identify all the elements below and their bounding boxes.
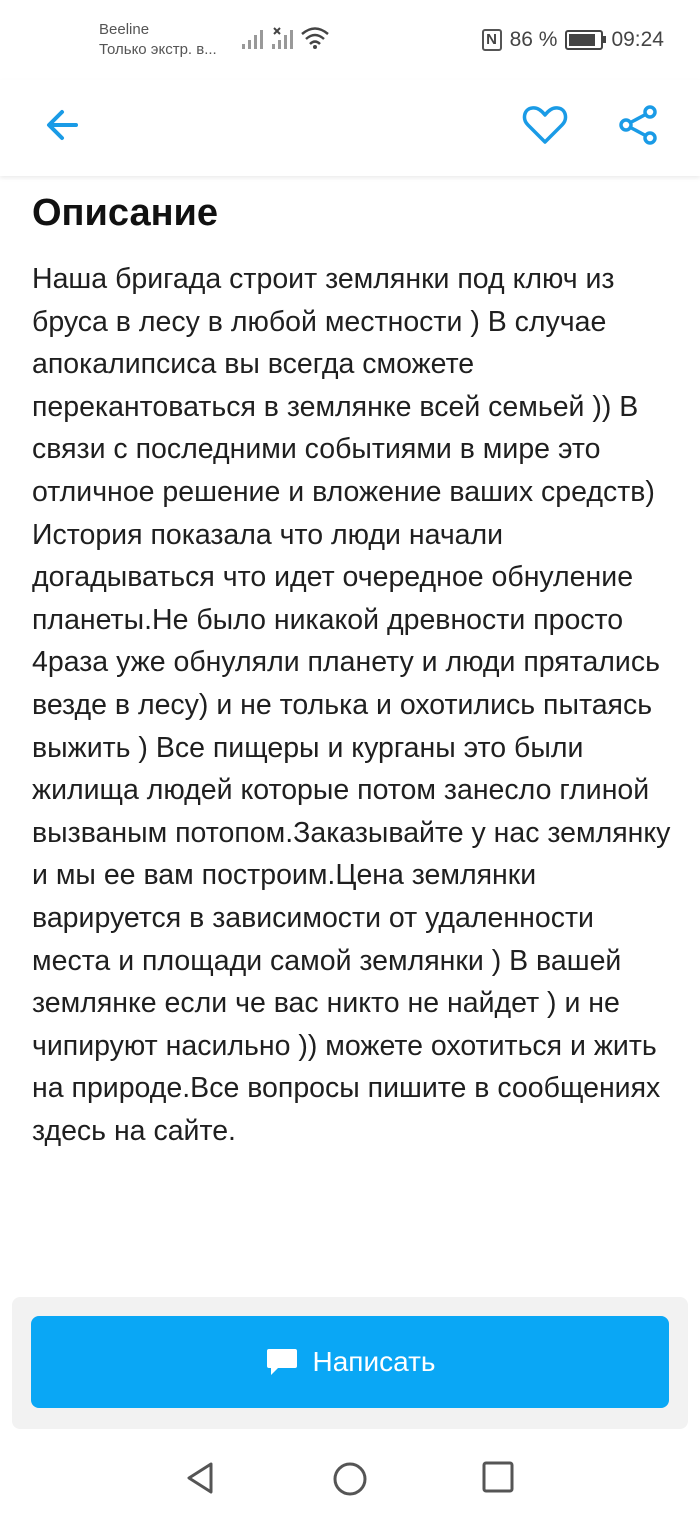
app-header [0,80,700,176]
share-icon[interactable] [614,100,664,150]
heart-icon[interactable] [520,100,570,150]
description-text: Наша бригада строит землянки под ключ из бруса в лесу в любой местности ) В случае апокалипсиса вы всегда сможете перекантоваться в землянке всей семьей )) В связи с последними событиями в мире это отличное решение и вложение ваших средств) История показала что люди начали догадываться что идет очередное обнуление планеты.Не было никакой древности просто 4раза уже обнуляли планету и люди прятались везде в лесу) и не толька и охотились пытаясь выжить ) Все пищеры и курганы это были жилища людей которые потом занесло глиной вызваным потопом.Заказывайте у нас землянку и мы ее вам построим.Цена землянки варируется в зависимости от удаленности места и площади самой землянки ) В вашей землянке если че вас никто не найдет ) и не чипируют насильно )) можете охотиться и жить на природе.Все вопросы пишите в сообщениях здесь на сайте. [32,263,671,1147]
chat-bubble-icon [265,1347,299,1377]
carrier-name: Beeline [99,21,150,38]
carrier-info [99,20,217,60]
carrier-status: Только экстр. в... [99,41,217,58]
signal-no-service-icon [272,26,298,50]
battery-icon [565,30,603,50]
square-recents-icon[interactable] [481,1460,515,1494]
battery-percent: 86 % [509,28,558,51]
write-message-button[interactable] [31,1316,669,1408]
status-right [482,28,664,52]
description-section [32,180,672,1152]
clock: 09:24 [611,28,664,51]
wifi-icon [300,26,330,50]
write-button-label: Написать [312,1346,436,1377]
system-nav-bar [0,1430,700,1517]
section-title: Описание [32,192,219,234]
arrow-left-icon[interactable] [40,102,86,148]
triangle-back-icon[interactable] [183,1460,219,1496]
circle-home-icon[interactable] [331,1460,369,1498]
signal-icon [242,26,268,50]
status-bar [0,0,700,80]
nfc-icon: N [482,29,502,51]
